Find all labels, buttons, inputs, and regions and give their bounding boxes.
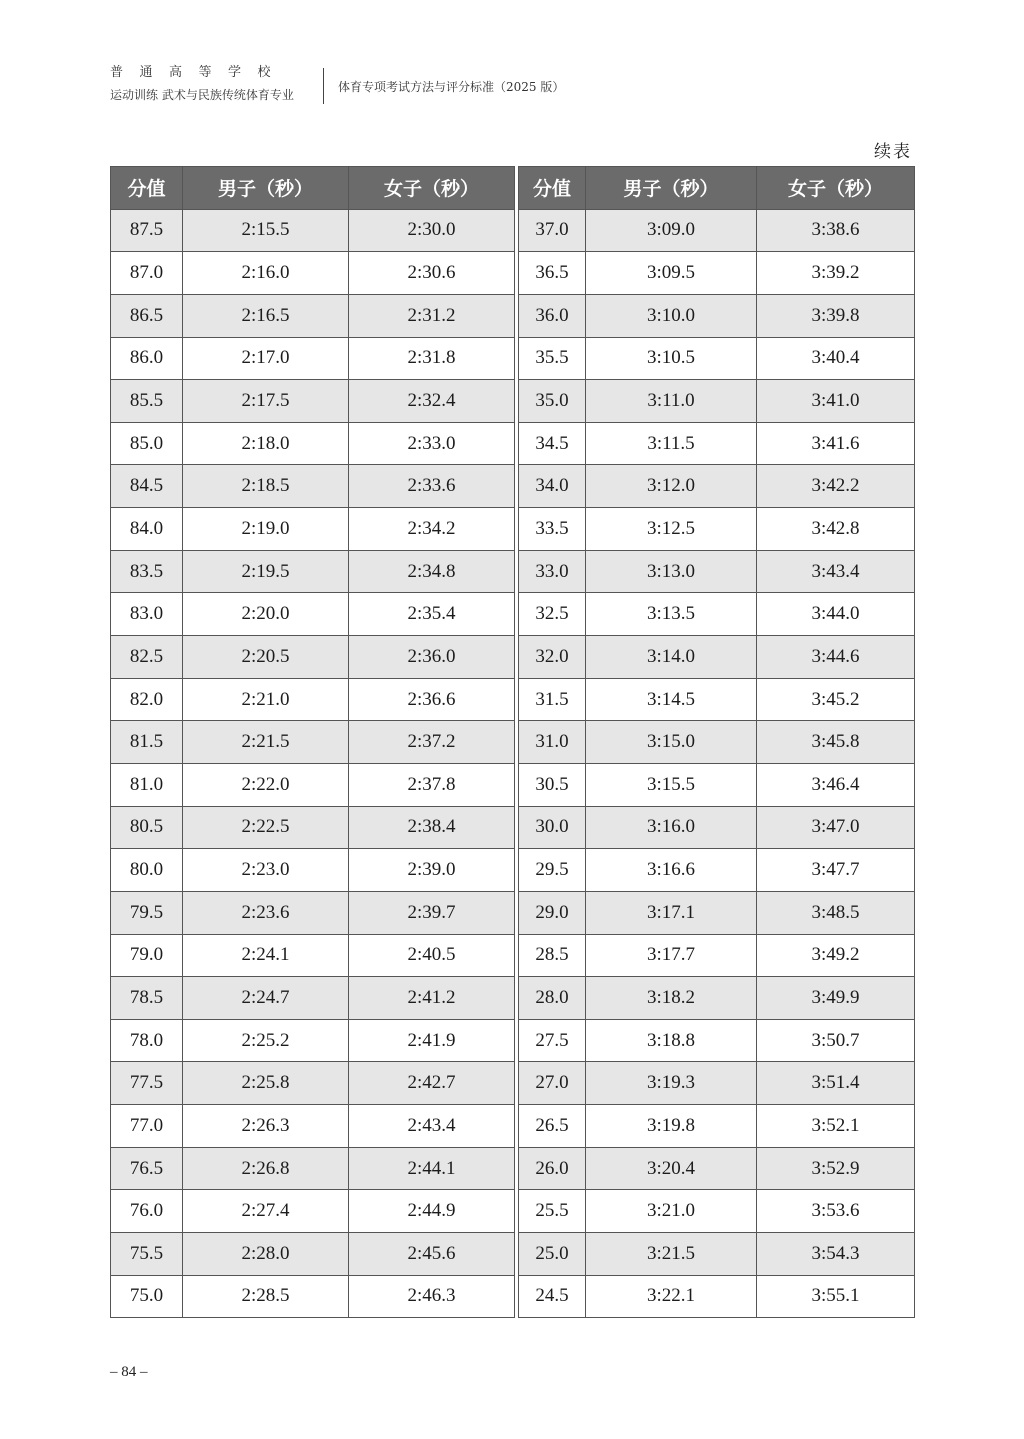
table-row — [111, 1019, 515, 1062]
cell-women-time: 2:44.1 — [349, 1147, 515, 1190]
table-row — [519, 294, 915, 337]
table-row — [111, 508, 515, 551]
cell-men-time: 2:17.0 — [183, 337, 349, 380]
cell-men-time: 3:14.5 — [586, 678, 757, 721]
cell-men-time: 2:21.0 — [183, 678, 349, 721]
cell-women-time: 3:47.0 — [757, 806, 915, 849]
table-row — [519, 465, 915, 508]
cell-women-time: 3:43.4 — [757, 550, 915, 593]
table-row — [519, 1105, 915, 1148]
cell-score: 37.0 — [519, 209, 586, 252]
cell-men-time: 2:28.5 — [183, 1275, 349, 1318]
header-divider — [323, 68, 324, 104]
cell-women-time: 2:41.2 — [349, 977, 515, 1020]
cell-women-time: 2:30.0 — [349, 209, 515, 252]
cell-men-time: 2:22.5 — [183, 806, 349, 849]
cell-women-time: 3:49.2 — [757, 934, 915, 977]
cell-men-time: 2:18.0 — [183, 422, 349, 465]
cell-women-time: 2:31.8 — [349, 337, 515, 380]
score-table-left — [110, 166, 515, 1318]
cell-men-time: 2:20.0 — [183, 593, 349, 636]
cell-score: 34.0 — [519, 465, 586, 508]
table-row — [519, 1062, 915, 1105]
cell-men-time: 3:17.1 — [586, 891, 757, 934]
cell-women-time: 3:53.6 — [757, 1190, 915, 1233]
cell-score: 31.0 — [519, 721, 586, 764]
cell-women-time: 3:52.1 — [757, 1105, 915, 1148]
cell-score: 81.0 — [111, 763, 183, 806]
cell-men-time: 3:20.4 — [586, 1147, 757, 1190]
cell-score: 85.0 — [111, 422, 183, 465]
table-header-row — [519, 167, 915, 210]
table-row — [111, 678, 515, 721]
table-body-right — [519, 209, 915, 1318]
cell-women-time: 3:41.0 — [757, 380, 915, 423]
table-row — [111, 465, 515, 508]
table-row — [519, 252, 915, 295]
cell-score: 33.5 — [519, 508, 586, 551]
cell-women-time: 3:38.6 — [757, 209, 915, 252]
cell-score: 25.5 — [519, 1190, 586, 1233]
cell-men-time: 2:19.5 — [183, 550, 349, 593]
cell-men-time: 3:15.5 — [586, 763, 757, 806]
cell-score: 29.5 — [519, 849, 586, 892]
cell-women-time: 2:34.2 — [349, 508, 515, 551]
cell-men-time: 3:11.0 — [586, 380, 757, 423]
cell-men-time: 3:21.0 — [586, 1190, 757, 1233]
table-row — [519, 593, 915, 636]
cell-score: 31.5 — [519, 678, 586, 721]
cell-men-time: 2:24.7 — [183, 977, 349, 1020]
table-row — [111, 849, 515, 892]
column-header-score: 分值 — [519, 167, 586, 210]
cell-score: 76.0 — [111, 1190, 183, 1233]
table-row — [519, 380, 915, 423]
cell-men-time: 3:22.1 — [586, 1275, 757, 1318]
table-row — [519, 1275, 915, 1318]
cell-score: 34.5 — [519, 422, 586, 465]
cell-score: 33.0 — [519, 550, 586, 593]
cell-score: 84.0 — [111, 508, 183, 551]
cell-women-time: 2:36.6 — [349, 678, 515, 721]
cell-men-time: 3:17.7 — [586, 934, 757, 977]
cell-women-time: 2:30.6 — [349, 252, 515, 295]
cell-men-time: 2:23.0 — [183, 849, 349, 892]
cell-women-time: 3:42.8 — [757, 508, 915, 551]
cell-men-time: 3:13.0 — [586, 550, 757, 593]
cell-score: 36.5 — [519, 252, 586, 295]
table-row — [519, 1019, 915, 1062]
cell-women-time: 2:33.6 — [349, 465, 515, 508]
column-header-men: 男子（秒） — [586, 167, 757, 210]
table-row — [111, 721, 515, 764]
cell-women-time: 2:37.2 — [349, 721, 515, 764]
cell-women-time: 2:41.9 — [349, 1019, 515, 1062]
cell-women-time: 3:46.4 — [757, 763, 915, 806]
cell-score: 82.5 — [111, 636, 183, 679]
cell-women-time: 3:39.8 — [757, 294, 915, 337]
table-body-left — [111, 209, 515, 1318]
cell-men-time: 2:19.0 — [183, 508, 349, 551]
cell-women-time: 2:31.2 — [349, 294, 515, 337]
cell-score: 78.0 — [111, 1019, 183, 1062]
cell-men-time: 2:25.8 — [183, 1062, 349, 1105]
column-header-women: 女子（秒） — [349, 167, 515, 210]
header-left — [110, 64, 310, 104]
score-table-right — [518, 166, 915, 1318]
cell-men-time: 2:20.5 — [183, 636, 349, 679]
cell-men-time: 3:12.0 — [586, 465, 757, 508]
cell-men-time: 2:16.0 — [183, 252, 349, 295]
cell-women-time: 3:44.6 — [757, 636, 915, 679]
cell-score: 75.5 — [111, 1233, 183, 1276]
cell-score: 77.0 — [111, 1105, 183, 1148]
cell-men-time: 3:18.8 — [586, 1019, 757, 1062]
cell-men-time: 3:13.5 — [586, 593, 757, 636]
major-title: 运动训练 武术与民族传统体育专业 — [110, 88, 294, 102]
table-row — [111, 891, 515, 934]
cell-women-time: 2:32.4 — [349, 380, 515, 423]
cell-women-time: 3:49.9 — [757, 977, 915, 1020]
table-row — [519, 209, 915, 252]
cell-score: 84.5 — [111, 465, 183, 508]
cell-women-time: 3:55.1 — [757, 1275, 915, 1318]
table-row — [111, 252, 515, 295]
cell-women-time: 2:33.0 — [349, 422, 515, 465]
cell-score: 30.0 — [519, 806, 586, 849]
cell-women-time: 2:39.7 — [349, 891, 515, 934]
cell-men-time: 2:16.5 — [183, 294, 349, 337]
cell-men-time: 3:11.5 — [586, 422, 757, 465]
cell-score: 36.0 — [519, 294, 586, 337]
cell-women-time: 3:50.7 — [757, 1019, 915, 1062]
school-title: 普通高等学校 — [110, 65, 288, 80]
cell-score: 24.5 — [519, 1275, 586, 1318]
cell-score: 32.5 — [519, 593, 586, 636]
cell-women-time: 2:38.4 — [349, 806, 515, 849]
cell-score: 87.5 — [111, 209, 183, 252]
cell-score: 79.0 — [111, 934, 183, 977]
table-row — [519, 849, 915, 892]
cell-men-time: 2:18.5 — [183, 465, 349, 508]
table-row — [111, 593, 515, 636]
cell-score: 86.5 — [111, 294, 183, 337]
cell-men-time: 3:19.3 — [586, 1062, 757, 1105]
cell-score: 27.0 — [519, 1062, 586, 1105]
cell-score: 81.5 — [111, 721, 183, 764]
table-row — [111, 636, 515, 679]
cell-men-time: 3:16.0 — [586, 806, 757, 849]
cell-men-time: 3:21.5 — [586, 1233, 757, 1276]
cell-score: 86.0 — [111, 337, 183, 380]
cell-men-time: 3:12.5 — [586, 508, 757, 551]
cell-men-time: 3:09.5 — [586, 252, 757, 295]
cell-score: 82.0 — [111, 678, 183, 721]
table-row — [111, 934, 515, 977]
cell-men-time: 2:26.3 — [183, 1105, 349, 1148]
cell-women-time: 2:45.6 — [349, 1233, 515, 1276]
cell-women-time: 2:35.4 — [349, 593, 515, 636]
cell-men-time: 3:19.8 — [586, 1105, 757, 1148]
cell-women-time: 3:48.5 — [757, 891, 915, 934]
cell-score: 26.0 — [519, 1147, 586, 1190]
cell-score: 77.5 — [111, 1062, 183, 1105]
table-row — [111, 337, 515, 380]
table-row — [519, 763, 915, 806]
cell-men-time: 2:27.4 — [183, 1190, 349, 1233]
table-row — [111, 1233, 515, 1276]
cell-women-time: 3:42.2 — [757, 465, 915, 508]
table-row — [519, 422, 915, 465]
cell-men-time: 3:15.0 — [586, 721, 757, 764]
column-header-women: 女子（秒） — [757, 167, 915, 210]
cell-women-time: 3:47.7 — [757, 849, 915, 892]
cell-women-time: 3:52.9 — [757, 1147, 915, 1190]
cell-women-time: 3:45.2 — [757, 678, 915, 721]
cell-women-time: 2:34.8 — [349, 550, 515, 593]
cell-men-time: 2:28.0 — [183, 1233, 349, 1276]
cell-women-time: 3:51.4 — [757, 1062, 915, 1105]
cell-men-time: 2:26.8 — [183, 1147, 349, 1190]
column-header-men: 男子（秒） — [183, 167, 349, 210]
cell-score: 75.0 — [111, 1275, 183, 1318]
table-row — [519, 678, 915, 721]
table-row — [519, 934, 915, 977]
table-row — [111, 1105, 515, 1148]
table-row — [111, 550, 515, 593]
cell-score: 35.5 — [519, 337, 586, 380]
cell-men-time: 2:25.2 — [183, 1019, 349, 1062]
cell-score: 35.0 — [519, 380, 586, 423]
cell-score: 30.5 — [519, 763, 586, 806]
table-row — [111, 1275, 515, 1318]
cell-men-time: 2:24.1 — [183, 934, 349, 977]
table-header-row — [111, 167, 515, 210]
cell-men-time: 3:18.2 — [586, 977, 757, 1020]
cell-men-time: 2:15.5 — [183, 209, 349, 252]
cell-women-time: 3:44.0 — [757, 593, 915, 636]
cell-women-time: 3:41.6 — [757, 422, 915, 465]
table-row — [111, 763, 515, 806]
cell-women-time: 2:43.4 — [349, 1105, 515, 1148]
cell-men-time: 3:09.0 — [586, 209, 757, 252]
cell-men-time: 2:23.6 — [183, 891, 349, 934]
cell-women-time: 2:44.9 — [349, 1190, 515, 1233]
table-row — [519, 1147, 915, 1190]
cell-women-time: 3:40.4 — [757, 337, 915, 380]
table-row — [519, 806, 915, 849]
table-row — [519, 508, 915, 551]
table-row — [111, 380, 515, 423]
cell-score: 83.5 — [111, 550, 183, 593]
cell-score: 79.5 — [111, 891, 183, 934]
cell-score: 29.0 — [519, 891, 586, 934]
table-row — [111, 806, 515, 849]
cell-men-time: 2:17.5 — [183, 380, 349, 423]
table-row — [519, 636, 915, 679]
cell-women-time: 2:37.8 — [349, 763, 515, 806]
table-row — [519, 1233, 915, 1276]
cell-women-time: 3:39.2 — [757, 252, 915, 295]
table-row — [111, 1190, 515, 1233]
page-number: – 84 – — [110, 1364, 148, 1380]
cell-score: 87.0 — [111, 252, 183, 295]
cell-score: 85.5 — [111, 380, 183, 423]
cell-score: 28.5 — [519, 934, 586, 977]
cell-score: 78.5 — [111, 977, 183, 1020]
cell-women-time: 3:54.3 — [757, 1233, 915, 1276]
continued-label: 续表 — [874, 142, 912, 162]
cell-score: 26.5 — [519, 1105, 586, 1148]
cell-women-time: 2:36.0 — [349, 636, 515, 679]
table-row — [111, 1147, 515, 1190]
cell-women-time: 2:39.0 — [349, 849, 515, 892]
table-row — [111, 1062, 515, 1105]
cell-score: 28.0 — [519, 977, 586, 1020]
table-row — [111, 977, 515, 1020]
cell-score: 27.5 — [519, 1019, 586, 1062]
cell-women-time: 2:40.5 — [349, 934, 515, 977]
cell-men-time: 2:22.0 — [183, 763, 349, 806]
cell-men-time: 3:14.0 — [586, 636, 757, 679]
cell-score: 25.0 — [519, 1233, 586, 1276]
cell-women-time: 2:42.7 — [349, 1062, 515, 1105]
table-row — [519, 891, 915, 934]
table-row — [519, 1190, 915, 1233]
cell-men-time: 3:10.5 — [586, 337, 757, 380]
cell-women-time: 2:46.3 — [349, 1275, 515, 1318]
table-row — [519, 977, 915, 1020]
cell-score: 80.0 — [111, 849, 183, 892]
table-row — [519, 337, 915, 380]
table-row — [111, 422, 515, 465]
table-row — [519, 550, 915, 593]
table-row — [111, 294, 515, 337]
table-row — [519, 721, 915, 764]
cell-score: 32.0 — [519, 636, 586, 679]
cell-men-time: 3:10.0 — [586, 294, 757, 337]
cell-women-time: 3:45.8 — [757, 721, 915, 764]
cell-score: 76.5 — [111, 1147, 183, 1190]
cell-score: 80.5 — [111, 806, 183, 849]
book-title: 体育专项考试方法与评分标准（2025 版） — [338, 80, 565, 94]
cell-men-time: 3:16.6 — [586, 849, 757, 892]
cell-men-time: 2:21.5 — [183, 721, 349, 764]
table-row — [111, 209, 515, 252]
cell-score: 83.0 — [111, 593, 183, 636]
column-header-score: 分值 — [111, 167, 183, 210]
